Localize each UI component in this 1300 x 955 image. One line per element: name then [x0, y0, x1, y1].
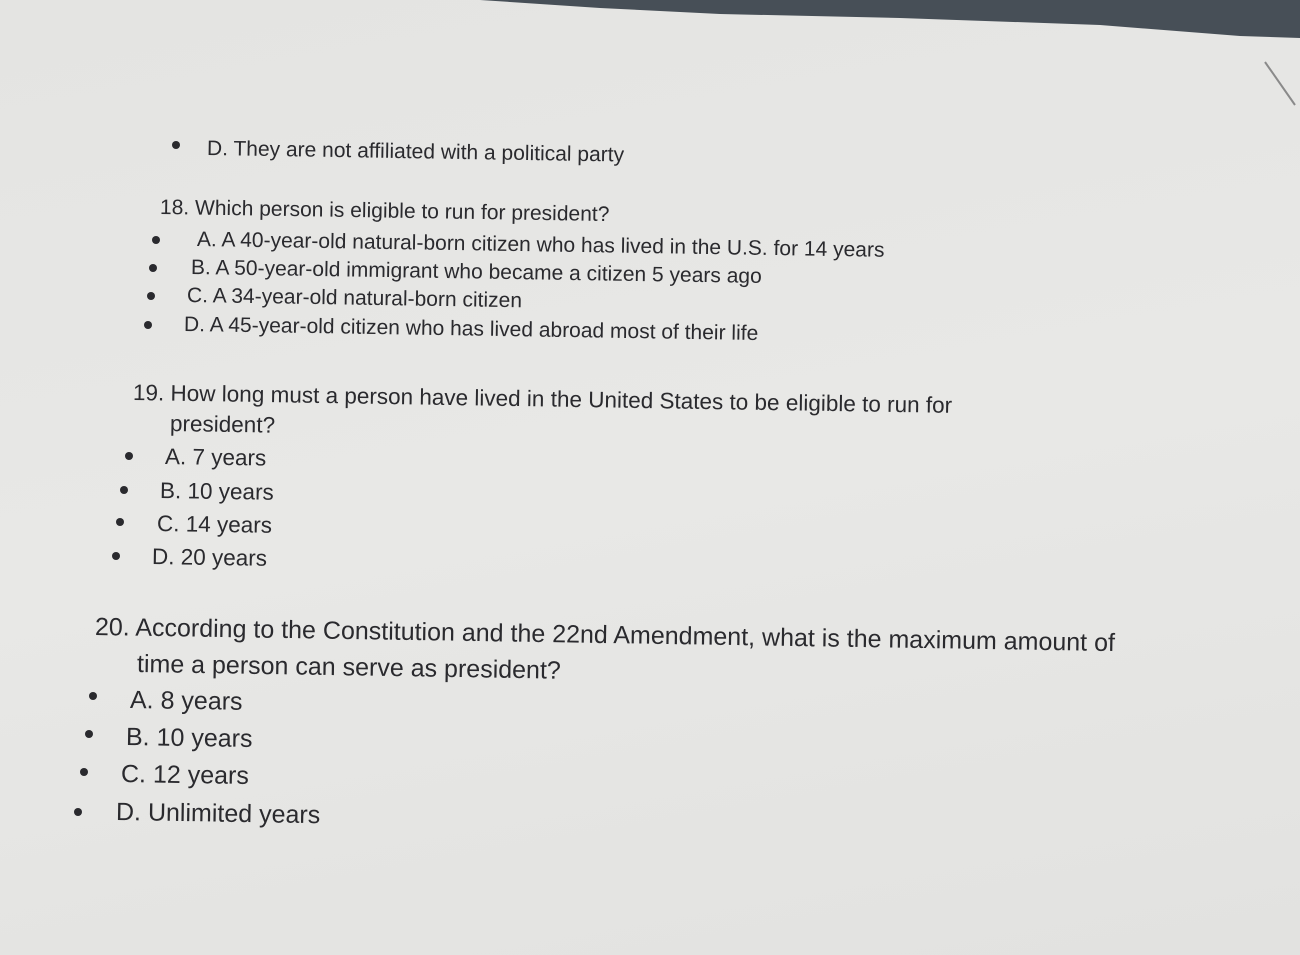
- bullet-icon: [120, 486, 128, 494]
- bullet-icon: [147, 292, 155, 300]
- background-edge: [0, 0, 1300, 40]
- q19-option-d: D. 20 years: [151, 544, 268, 571]
- q19-option-a: A. 7 years: [164, 444, 267, 471]
- q18-option-a: A. A 40-year-old natural-born citizen who has lived in the U.S. for 14 years: [196, 228, 885, 262]
- q20-option-c: C. 12 years: [120, 760, 250, 791]
- bullet-icon: [116, 518, 124, 526]
- bullet-icon: [112, 552, 120, 560]
- bullet-icon: [152, 236, 160, 244]
- question-19-continuation: president?: [169, 411, 276, 438]
- bullet-icon: [125, 452, 133, 460]
- q19-option-b: B. 10 years: [159, 478, 275, 505]
- q20-option-b: B. 10 years: [125, 723, 253, 753]
- bullet-icon: [89, 692, 97, 700]
- bullet-icon: [74, 808, 82, 816]
- q18-option-d: D. A 45-year-old citizen who has lived abroad most of their life: [183, 313, 759, 346]
- prev-option: D. They are not affiliated with a political party: [206, 137, 625, 167]
- question-18: 18. Which person is eligible to run for president?: [159, 196, 610, 227]
- question-20-continuation: time a person can serve as president?: [136, 650, 562, 685]
- q20-option-d: D. Unlimited years: [115, 798, 321, 830]
- bullet-icon: [172, 141, 180, 149]
- question-20: 20. According to the Constitution and the 22nd Amendment, what is the maximum amount of: [94, 613, 1116, 658]
- q20-option-a: A. 8 years: [129, 686, 243, 716]
- paper-crease: [1260, 60, 1300, 110]
- bullet-icon: [85, 730, 93, 738]
- bullet-icon: [80, 768, 88, 776]
- bullet-icon: [149, 264, 157, 272]
- q18-option-c: C. A 34-year-old natural-born citizen: [186, 284, 523, 313]
- q18-option-b: B. A 50-year-old immigrant who became a citizen 5 years ago: [190, 256, 762, 288]
- q19-option-c: C. 14 years: [156, 511, 273, 538]
- question-19: 19. How long must a person have lived in the United States to be eligible to run for: [132, 380, 953, 418]
- bullet-icon: [144, 321, 152, 329]
